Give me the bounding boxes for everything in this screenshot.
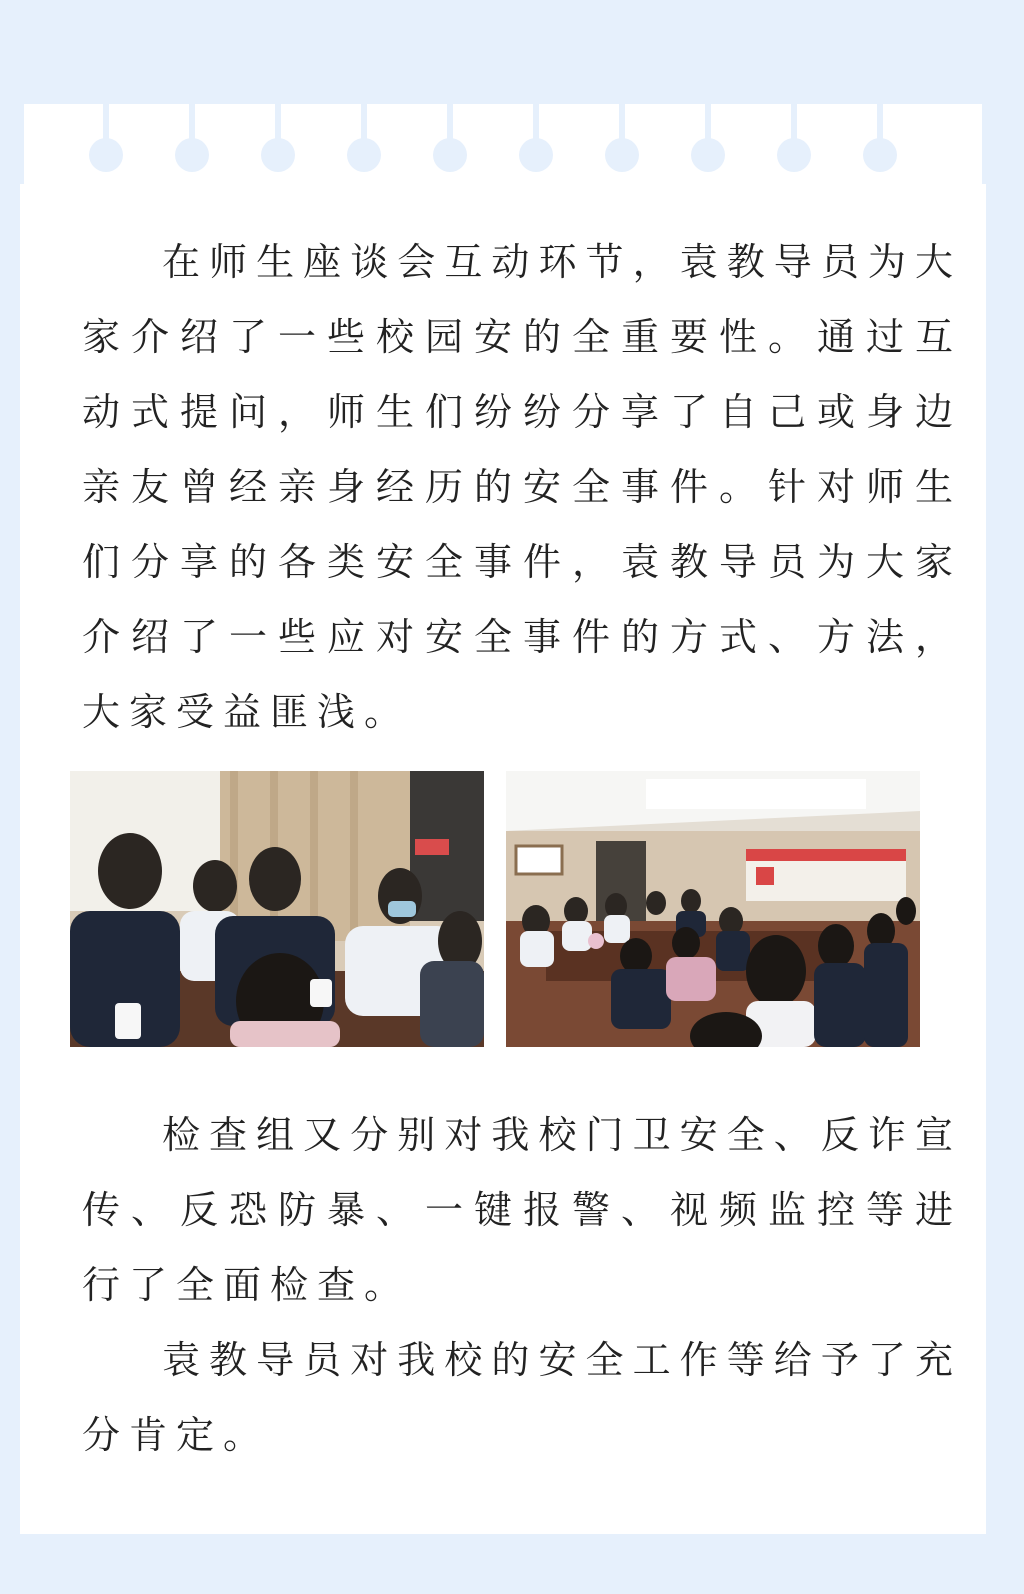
binder-ring (602, 104, 642, 174)
binder-ring (688, 104, 728, 174)
binder-rings (20, 104, 986, 184)
binder-ring (344, 104, 384, 174)
binder-ring (860, 104, 900, 174)
binder-ring (258, 104, 298, 174)
notebook-card (20, 104, 986, 1534)
binder-ring (774, 104, 814, 174)
binder-ring (172, 104, 212, 174)
binder-ring (516, 104, 556, 174)
meeting-photo-officers-students (70, 771, 484, 1047)
binder-ring (430, 104, 470, 174)
binder-ring (86, 104, 126, 174)
paragraph-inspection: 检查组又分别对我校门卫安全、反诈宣传、反恐防暴、一键报警、视频监控等进行了全面检查。 (82, 1113, 962, 1307)
meeting-photo-conference-room (506, 771, 920, 1047)
paragraph-interaction: 在师生座谈会互动环节，袁教导员为大家介绍了一些校园安的全重要性。通过互动式提问，师生们纷纷分享了自己或身边亲友曾经亲身经历的安全事件。针对师生们分享的各类安全事件，袁教导员为大家介绍了一些应对安全事件的方式、方法，大家受益匪浅。 (82, 240, 962, 734)
paragraph-affirmation: 袁教导员对我校的安全工作等给予了充分肯定。 (82, 1338, 962, 1457)
